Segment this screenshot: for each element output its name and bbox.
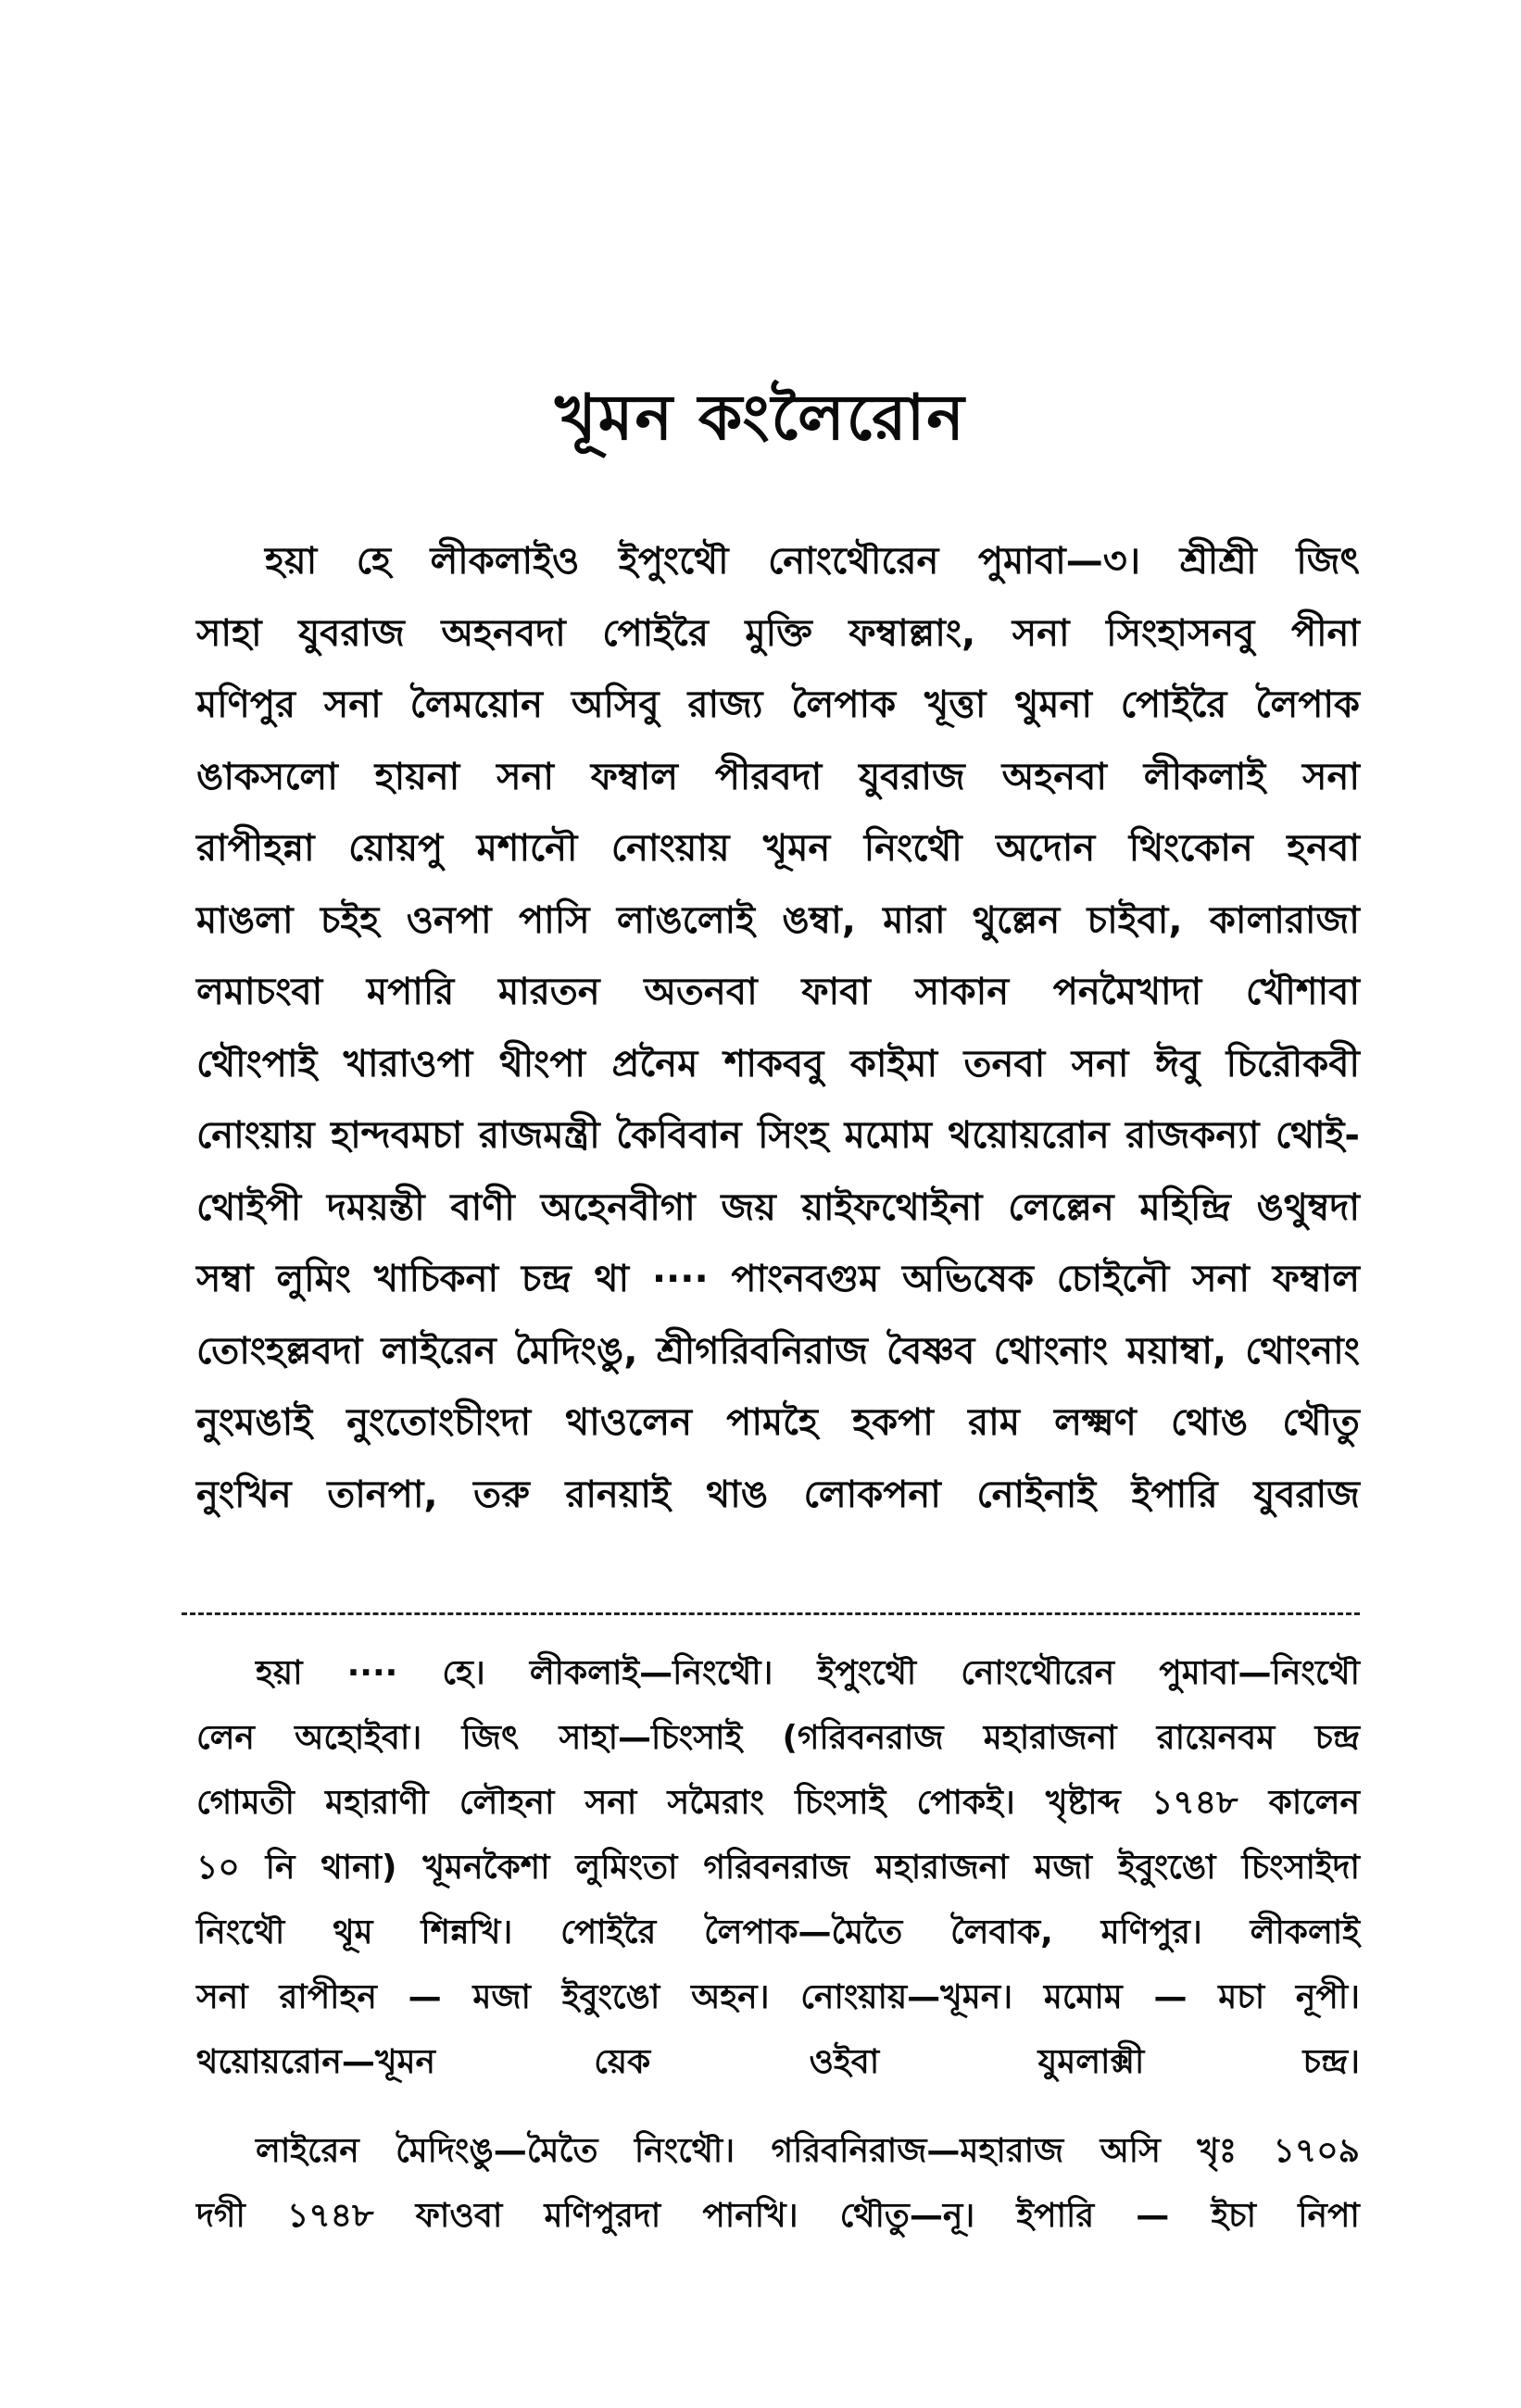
note-lines-2-line: দগী ১৭৪৮ ফাওবা মণিপুরদা পানখি। থৌতু—নূ। ইপারি — ইচা নিপা: [196, 2197, 1360, 2235]
body-lines-line: ঙাকসলো হায়না সনা ফম্বাল পীরবদা যুবরাজ অহনবা লীকলাই সনা: [196, 755, 1360, 798]
body-lines-line: মাঙলা চইহ ওনপা পাসি লাঙলোই ঙম্বা, মারা থুল্লেন চাইবা, কালারাজা: [196, 898, 1360, 942]
footnote-gap: [196, 2095, 1360, 2119]
note-lines-line: লেন অহোইবা। জিৎ সাহা—চিংসাই (গরিবনরাজ মহারাজনা রায়েনবম চন্দ্র: [196, 1719, 1360, 1757]
footnote-group-1: [196, 1641, 1360, 2095]
footnote-divider: [182, 1612, 1360, 1615]
note-lines-2-line: লাইরেন মৈদিংঙু—মৈতৈ নিংথৌ। গরিবনিরাজ—মহারাজ অসি খৃঃ ১৭০৯: [256, 2132, 1360, 2170]
body-lines-line: রাপীহন্না য়োয়পু মশানৌ নোংয়ায় খূমন নিংথৌ অদোন থিংকোন হনবা: [196, 827, 1360, 870]
body-lines-line: সম্বা লুমিং খাচিকনা চন্দ্র থা ···· পাংনবগুম অভিষেক চোইনৌ সনা ফম্বাল: [196, 1258, 1360, 1300]
body-lines-line: নোংয়ায় হান্দবমচা রাজমন্ত্রী কৈবিবান সিংহ মমোম থয়োয়রোন রাজকন্যা থোই-: [196, 1114, 1360, 1157]
chapter-title: খূমন কংলৈরোন: [555, 382, 966, 455]
body-lines-line: সাহা যুবরাজ অহনবদা পোইরৈ মুক্তি ফম্বাল্লাং, সনা সিংহাসনবু পীনা: [196, 611, 1360, 655]
body-text: [196, 526, 1360, 1531]
note-lines-line: সনা রাপীহন — মজা ইবুংঙো অহন। নোংয়ায়—খূমন। মমোম — মচা নূপী।: [196, 1978, 1360, 2016]
note-lines-line: গোমতী মহারাণী লৌহনা সনা সমৈরাং চিংসাই পোকই। খৃষ্টাব্দ ১৭৪৮ কালেন: [196, 1784, 1360, 1822]
note-lines-line: থয়োয়রোন—খূমন য়েক ওইবা যুমলাক্সী চন্দ্র।: [196, 2043, 1360, 2081]
body-lines-line: থৌংপাই খারাওপা থীংপা প্রনৈম শাকববু কাইমা তনবা সনা ঈবু চিরৌকবী: [196, 1042, 1360, 1085]
note-lines-line: নিংথৌ থূম শিন্নখি। পোইরৈ লৈপাক—মৈতৈ লৈবাক, মণিপুর। লীকলাই: [196, 1913, 1360, 1951]
body-lines-line: নুংখিন তানপা, তরু রানয়াই থাঙ লোকপনা নোইনাই ইপারি যুবরাজ: [196, 1473, 1360, 1516]
body-lines-line: থোইপী দময়ন্তী বাণী অহেনবীগা জয় য়াইফথোইনা লেল্লেন মহিন্দ্রি ঙথুম্বদা: [196, 1185, 1360, 1229]
note-lines-line: হয়া ···· হে। লীকলাই—নিংথৌ। ইপুংথৌ নোংথৌরেন পুমাবা—নিংথৌ: [256, 1654, 1360, 1692]
body-lines-line: হয়া হে লীকলাইও ইপুংথৌ নোংথৌরেন পুমাবা—৩। শ্রীশ্রী জিৎ: [265, 540, 1360, 583]
footnote-group-2: [196, 2119, 1360, 2249]
footnotes: [196, 1641, 1360, 2249]
body-lines-line: মণিপুর সনা লৈময়োন অসিবু রাজ্য লৈপাক খূত্তা থুমনা পোইরৈ লৈপাক: [196, 684, 1360, 726]
body-lines-line: তোংহল্লবদা লাইরেন মৈদিংঙু, শ্রীগরিবনিরাজ বৈষ্ণব থোংনাং ময়াম্বা, থোংনাং: [196, 1329, 1360, 1373]
note-lines-line: ১০ নি থানা) খূমনকৈশা লুমিংতা গরিবনরাজ মহারাজনা মজা ইবুংঙো চিংসাইদা: [196, 1849, 1360, 1887]
body-lines-line: নুংমঙাই নুংতোংচীংদা থাওলেন পামহৈ হকপা রাম লক্ষ্মণ থোঙ থৌতু: [196, 1401, 1360, 1444]
body-lines-line: লমাচংবা মপারি মারতন অতনবা ফাবা সাকান পনমৈখাদা খৌশাবা: [196, 971, 1360, 1013]
